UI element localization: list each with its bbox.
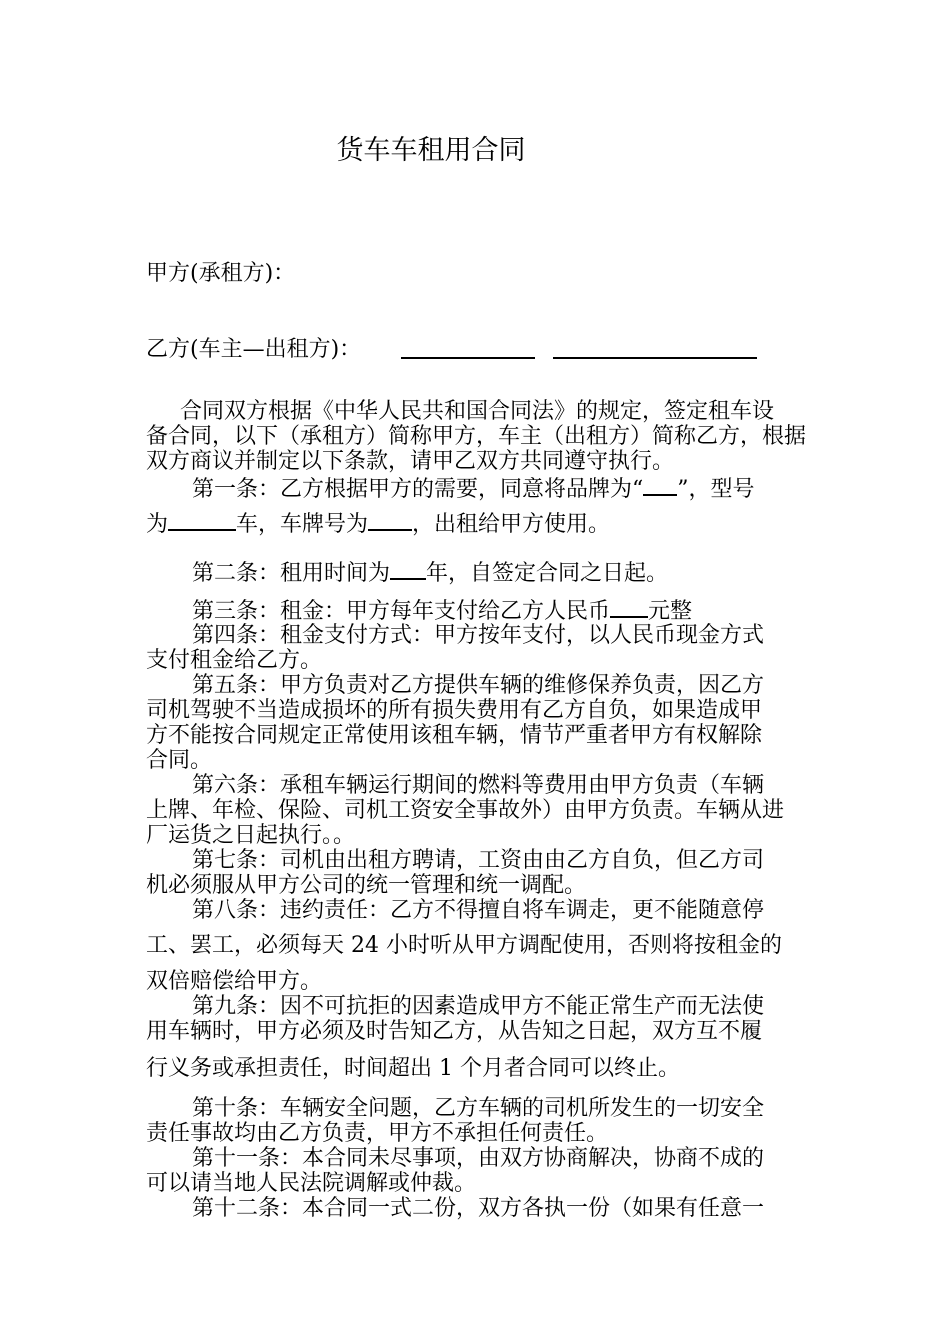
intro-line-3: 双方商议并制定以下条款，请甲乙双方共同遵守执行。 (146, 449, 675, 474)
article-11-line-1: 第十一条：本合同未尽事项，由双方协商解决，协商不成的 (192, 1146, 765, 1171)
article-9-line-3: 行义务或承担责任，时间超出 1 个月者合同可以终止。 (146, 1056, 680, 1081)
brand-blank (643, 476, 677, 496)
article-5-line-1: 第五条：甲方负责对乙方提供车辆的维修保养负责，因乙方 (192, 673, 765, 698)
article-4-line-2: 支付租金给乙方。 (146, 648, 323, 673)
model-blank (168, 511, 236, 531)
article-11-line-2: 可以请当地人民法院调解或仲裁。 (146, 1171, 477, 1196)
article-3: 第三条：租金：甲方每年支付给乙方人民币 元整 (192, 599, 693, 624)
article-12-line-1: 第十二条：本合同一式二份，双方各执一份（如果有任意一 (192, 1196, 765, 1221)
article-9-line-2: 用车辆时，甲方必须及时告知乙方，从告知之日起，双方互不履 (146, 1019, 763, 1044)
article-9-line-1: 第九条：因不可抗拒的因素造成甲方不能正常生产而无法使 (192, 994, 765, 1019)
document-title: 货车车租用合同 (336, 135, 526, 166)
article-10-line-2: 责任事故均由乙方负责，甲方不承担任何责任。 (146, 1121, 609, 1146)
article-6-line-3: 厂运货之日起执行。。 (146, 823, 356, 848)
party-a-label: 甲方(承租方)： (146, 261, 296, 286)
article-5-line-3: 方不能按合同规定正常使用该租车辆，情节严重者甲方有权解除 (146, 723, 763, 748)
article-1-line-2: 为 车，车牌号为 ，出租给甲方使用。 (146, 512, 611, 537)
article-5-line-4: 合同。 (146, 748, 213, 773)
article-5-line-2: 司机驾驶不当造成损坏的所有损失费用有乙方自负，如果造成甲 (146, 698, 763, 723)
article-8-line-3: 双倍赔偿给甲方。 (146, 969, 323, 994)
article-10-line-1: 第十条：车辆安全问题，乙方车辆的司机所发生的一切安全 (192, 1096, 765, 1121)
party-b-blank-2 (553, 357, 757, 359)
intro-line-2: 备合同，以下（承租方）简称甲方，车主（出租方）简称乙方，根据 (146, 424, 807, 449)
plate-blank (368, 511, 412, 531)
article-1-line-1: 第一条：乙方根据甲方的需要，同意将品牌为“ ”，型号 (192, 477, 755, 502)
article-6-line-2: 上牌、年检、保险、司机工资安全事故外）由甲方负责。车辆从进 (146, 798, 785, 823)
article-6-line-1: 第六条：承租车辆运行期间的燃料等费用由甲方负责（车辆 (192, 773, 765, 798)
years-blank (390, 560, 426, 580)
intro-line-1: 合同双方根据《中华人民共和国合同法》的规定，签定租车设 (180, 399, 775, 424)
article-7-line-2: 机必须服从甲方公司的统一管理和统一调配。 (146, 873, 587, 898)
article-2: 第二条：租用时间为 年，自签定合同之日起。 (192, 561, 669, 586)
rent-amount-blank (610, 598, 648, 618)
party-b-label: 乙方(车主—出租方)： (146, 337, 362, 362)
party-b-blank-1 (401, 357, 535, 359)
article-4-line-1: 第四条：租金支付方式：甲方按年支付，以人民币现金方式 (192, 623, 765, 648)
article-8-line-1: 第八条：违约责任：乙方不得擅自将车调走，更不能随意停 (192, 898, 765, 923)
article-7-line-1: 第七条：司机由出租方聘请，工资由由乙方自负，但乙方司 (192, 848, 765, 873)
article-8-line-2: 工、罢工，必须每天 24 小时听从甲方调配使用，否则将按租金的 (146, 933, 782, 958)
